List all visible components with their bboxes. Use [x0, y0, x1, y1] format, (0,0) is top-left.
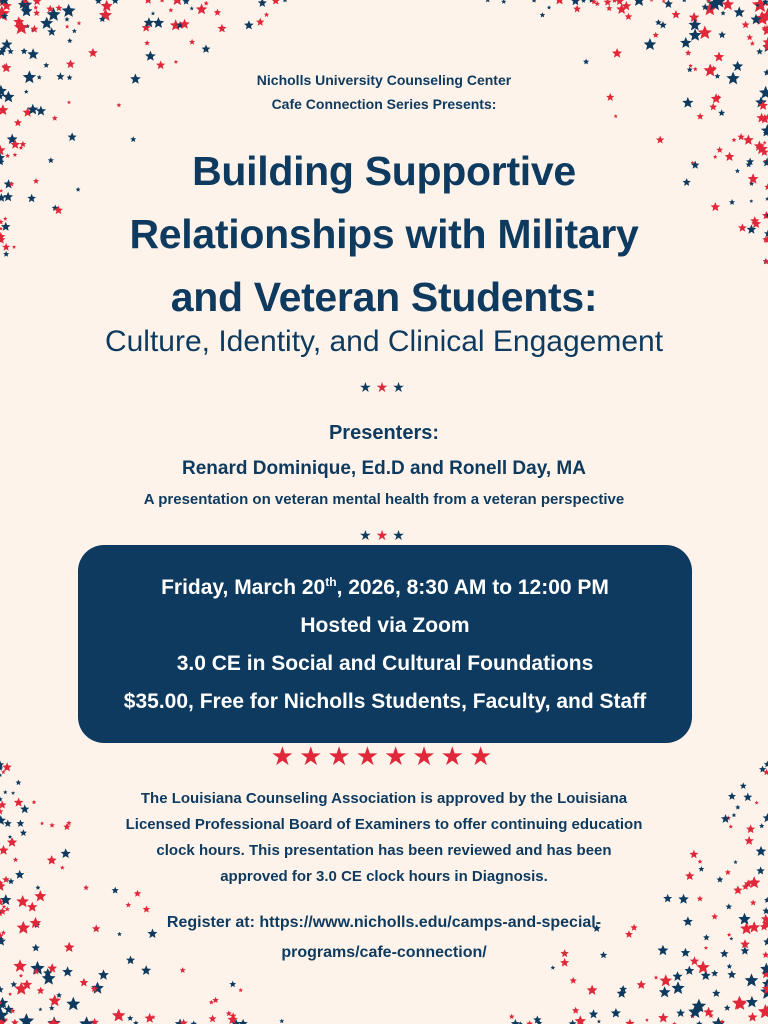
red-star-row	[0, 741, 768, 771]
star-divider	[0, 526, 768, 544]
series-name: Cafe Connection Series Presents:	[271, 96, 497, 112]
approval-line: approved for 3.0 CE clock hours in Diagnosis.	[220, 868, 548, 885]
register-link-line-1[interactable]: Register at: https://www.nicholls.edu/camps-and-special-	[166, 914, 602, 931]
approval-line: Licensed Professional Board of Examiners to offer continuing education	[125, 816, 643, 833]
star-icon: ★	[412, 741, 441, 771]
event-credits: 3.0 CE in Social and Cultural Foundations	[176, 652, 594, 675]
star-icon: ★	[270, 741, 300, 771]
star-icon: ★	[299, 741, 328, 771]
event-date-time: , 2026, 8:30 AM to 12:00 PM	[336, 576, 609, 599]
star-icon: ★	[440, 741, 469, 771]
star-divider	[0, 378, 768, 396]
star-icon: ★	[384, 741, 413, 771]
event-details-box	[78, 545, 692, 743]
event-date-day: Friday, March 20	[161, 576, 326, 599]
presentation-description: A presentation on veteran mental health from a veteran perspective	[143, 491, 625, 508]
event-location: Hosted via Zoom	[300, 614, 470, 637]
presenters-label: Presenters:	[328, 422, 440, 444]
star-icon: ★	[468, 741, 498, 771]
organization-header	[0, 68, 768, 116]
register-link-line-2[interactable]: programs/cafe-connection/	[281, 944, 487, 961]
event-title	[0, 140, 768, 329]
star-icon: ★	[375, 527, 393, 543]
event-date	[78, 573, 692, 603]
title-line-2: Relationships with Military	[129, 211, 639, 257]
event-price: $35.00, Free for Nicholls Students, Faculty, and Staff	[123, 690, 647, 713]
organization-name: Nicholls University Counseling Center	[256, 72, 512, 88]
approval-statement	[0, 786, 768, 890]
star-icon: ★	[327, 741, 356, 771]
presenters-names: Renard Dominique, Ed.D and Ronell Day, MA	[182, 458, 586, 479]
approval-line: The Louisiana Counseling Association is approved by the Louisiana	[140, 790, 628, 807]
approval-line: clock hours. This presentation has been reviewed and has been	[156, 842, 612, 859]
star-icon: ★	[359, 379, 376, 395]
title-line-3: and Veteran Students:	[170, 274, 598, 320]
star-icon: ★	[375, 379, 393, 395]
star-icon: ★	[392, 527, 409, 543]
star-icon: ★	[359, 527, 376, 543]
star-icon: ★	[392, 379, 409, 395]
event-subtitle: Culture, Identity, and Clinical Engagement	[104, 325, 664, 358]
title-line-1: Building Supportive	[192, 148, 576, 194]
event-date-ordinal: th	[325, 575, 337, 589]
star-icon: ★	[355, 741, 384, 771]
registration-info	[0, 908, 768, 968]
